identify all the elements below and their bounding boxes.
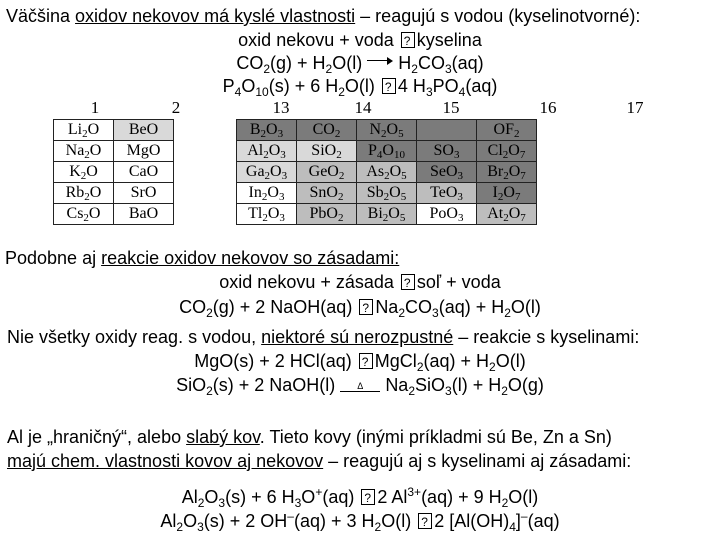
formula-part: Al [247, 141, 264, 159]
oxide-cell [237, 183, 297, 204]
oxide-cell [417, 204, 477, 225]
oxide-cell [357, 162, 417, 183]
group-label: 1 [90, 98, 100, 117]
group-label: 2 [171, 98, 181, 117]
table-row [237, 141, 537, 162]
oxide-cell [297, 120, 357, 141]
formula-part: O [87, 120, 100, 138]
formula-part: O [268, 141, 281, 159]
formula-part: O [388, 204, 400, 222]
acids-heading: Nie všetky oxidy reag. s vodou, niektoré sú nerozpustné – reakcie s kyselinami: [7, 327, 640, 347]
formula-part: Sb [366, 183, 384, 201]
formula-part: Bi [367, 204, 383, 222]
oxide-cell [477, 141, 537, 162]
formula-part: CaO [128, 162, 159, 180]
equation-co2-water: $CO_2(g) + H_2O(l)$ $H_2CO_3(aq)$ [236, 53, 484, 76]
oxide-cell [357, 141, 417, 162]
formula-subscript: 2 [337, 190, 344, 203]
formula-subscript: 2 [264, 169, 271, 182]
formula-subscript: 2 [263, 148, 269, 161]
formula-part: P [368, 141, 377, 159]
oxide-cell [114, 183, 174, 204]
formula-subscript: 10 [393, 148, 405, 161]
formula-part: Br [487, 162, 504, 180]
formula-subscript: 2 [384, 169, 390, 182]
formula-subscript: 2 [381, 127, 387, 140]
equilibrium-arrow-icon [367, 56, 393, 66]
group-number-row [53, 98, 680, 118]
formula-part: Rb [65, 183, 85, 201]
formula-part: O [89, 141, 102, 159]
table-row [54, 204, 174, 225]
formula-part: O [508, 204, 521, 222]
oxide-periodic-table [53, 98, 680, 234]
oxide-cell [237, 162, 297, 183]
formula-subscript: 3 [457, 169, 464, 182]
formula-part: B [249, 120, 261, 138]
oxide-cell [357, 120, 417, 141]
table-row [54, 120, 174, 141]
oxide-cell [237, 120, 297, 141]
equation-mgo-hcl: MgO(s) + 2 HCl(aq) ?MgCl$_2$(aq) + $H_2O(l)$ [0, 350, 720, 378]
formula-part: O [267, 204, 280, 222]
formula-subscript: 2 [382, 211, 389, 224]
formula-subscript: 3 [280, 148, 286, 161]
formula-part: O [508, 141, 520, 159]
formula-part: PoO [429, 204, 458, 222]
formula-subscript: 5 [399, 211, 406, 224]
formula-subscript: 3 [279, 211, 285, 224]
oxide-cell [54, 162, 114, 183]
formula-subscript: 7 [520, 169, 526, 182]
formula-subscript: 4 [376, 148, 383, 161]
group-label: 16 [539, 98, 557, 117]
oxide-cell [54, 141, 114, 162]
formula-subscript: 3 [457, 211, 464, 224]
formula-subscript: 2 [503, 211, 509, 224]
table-row [237, 162, 537, 183]
formula-subscript: 2 [338, 169, 345, 182]
table-row [237, 120, 537, 141]
missing-arrow-glyph-icon [382, 78, 396, 94]
oxide-cell [54, 204, 114, 225]
group-label: 13 [272, 98, 290, 117]
formula-part: Tl [248, 204, 263, 222]
missing-arrow-glyph-icon [361, 489, 375, 505]
formula-subscript: 2 [260, 127, 267, 140]
equation-al2o3-base: $Al_2O_3(s) + 2$ OH–(aq) + 3 $H_2O(l)$ ?2 $[Al(OH)_4]^-(aq)$ [0, 505, 720, 538]
formula-subscript: 2 [261, 190, 268, 203]
oxide-cell [357, 204, 417, 225]
oxide-cell [297, 141, 357, 162]
oxide-cell [477, 162, 537, 183]
formula-part: SrO [130, 183, 157, 201]
formula-subscript: 5 [400, 190, 407, 203]
oxide-cell [54, 120, 114, 141]
oxide-cell [477, 204, 537, 225]
formula-part: MgO [126, 141, 161, 159]
oxide-cell [237, 141, 297, 162]
formula-part: O [266, 120, 278, 138]
formula-subscript: 7 [519, 148, 526, 161]
formula-part: O [267, 183, 279, 201]
oxide-cell [417, 141, 477, 162]
missing-arrow-glyph-icon [401, 32, 415, 48]
formula-subscript: 5 [401, 169, 407, 182]
amphoteric-line-2: majú chem. vlastnosti kovov aj nekovov – reagujú aj s kyselinami aj zásadami: [7, 451, 632, 471]
general-equation-water: oxid nekovu + voda ?kyselina [0, 29, 720, 51]
bases-heading: Podobne aj reakcie oxidov nekovov so zásadami: [5, 248, 400, 268]
general-equation-base: oxid nekovu + zásada ?soľ + voda [0, 271, 720, 293]
formula-part: SnO [309, 183, 338, 201]
equation-al2o3-acid: $Al_2O_3(s) + 6$ $H_3O^+(aq)$ ?2 $Al^{3+}(aq) + 9$ $H_2O(l)$ [0, 481, 720, 514]
equation-sio2-naoh: SiO$_2$(s) + 2 NaOH(l) Δ $Na_2SiO_3(l) + H_2O(g)$ [176, 375, 544, 398]
oxide-cell [114, 204, 174, 225]
formula-part: N [369, 120, 381, 138]
formula-subscript: 2 [80, 169, 87, 182]
formula-part: O [508, 162, 521, 180]
formula-subscript: 2 [262, 211, 268, 224]
formula-subscript: 3 [453, 148, 460, 161]
formula-subscript: 2 [84, 190, 90, 203]
formula-part: CO [312, 120, 335, 138]
oxide-cell [54, 183, 114, 204]
oxide-cell [477, 120, 537, 141]
formula-subscript: 2 [497, 190, 504, 203]
formula-part: SeO [429, 162, 458, 180]
formula-part: Na [65, 141, 85, 159]
table-row [237, 204, 537, 225]
formula-part: Ga [245, 162, 265, 180]
equation-p4o10-water: $P_4O_{10}(s) + 6$ $H_2O(l)$ ?4 $H_3PO_4(aq)$ [0, 75, 720, 103]
metal-oxide-table [53, 119, 174, 225]
oxide-cell [114, 162, 174, 183]
formula-part: OF [493, 120, 514, 138]
formula-part: O [86, 162, 98, 180]
group-label: 14 [354, 98, 372, 117]
oxide-cell [114, 141, 174, 162]
missing-arrow-glyph-icon [359, 299, 373, 315]
formula-part: O [382, 141, 394, 159]
formula-part: O [386, 120, 399, 138]
table-row [54, 183, 174, 204]
formula-subscript: 2 [503, 169, 509, 182]
formula-subscript: 3 [278, 190, 285, 203]
formula-part: O [88, 204, 101, 222]
table-row [237, 183, 537, 204]
reaction-arrow-icon: Δ [340, 382, 380, 392]
formula-subscript: 2 [84, 148, 90, 161]
formula-part: As [366, 162, 385, 180]
formula-part: O [503, 183, 515, 201]
table-row [54, 141, 174, 162]
equation-co2-naoh: $CO_2(g) + 2$ NaOH(aq) $?Na_2CO_3(aq) + H_2O(l)$ [0, 296, 720, 324]
formula-part: At [487, 204, 504, 222]
formula-subscript: 7 [514, 190, 521, 203]
formula-part: Cl [487, 141, 503, 159]
formula-part: TeO [430, 183, 458, 201]
oxide-cell [417, 183, 477, 204]
formula-subscript: 5 [398, 127, 404, 140]
formula-part: In [248, 183, 262, 201]
formula-part: K [69, 162, 81, 180]
group-label: 17 [626, 98, 644, 117]
formula-part: I [492, 183, 498, 201]
formula-part: Cs [66, 204, 84, 222]
formula-part: BeO [128, 120, 159, 138]
missing-arrow-glyph-icon [401, 274, 415, 290]
formula-subscript: 2 [83, 211, 89, 224]
missing-arrow-glyph-icon [359, 353, 373, 369]
formula-part: Li [67, 120, 83, 138]
oxide-cell [237, 204, 297, 225]
oxide-cell [297, 204, 357, 225]
missing-arrow-glyph-icon [418, 513, 432, 529]
formula-subscript: 2 [513, 127, 520, 140]
oxide-cell [114, 120, 174, 141]
formula-subscript: 3 [457, 190, 463, 203]
formula-subscript: 3 [281, 169, 288, 182]
formula-subscript: 2 [82, 127, 88, 140]
intro-heading: Väčšina oxidov nekovov má kyslé vlastnosti – reagujú s vodou (kyselinotvorné): [6, 6, 641, 26]
group-label: 15 [442, 98, 460, 117]
formula-part: SO [433, 141, 454, 159]
amphoteric-line-1: Al je „hraničný“, alebo slabý kov. Tieto kovy (inými príkladmi sú Be, Zn a Sn) [7, 427, 612, 447]
oxide-cell [417, 120, 477, 141]
formula-part: SiO [311, 141, 337, 159]
formula-subscript: 2 [502, 148, 509, 161]
formula-subscript: 2 [334, 127, 341, 140]
formula-subscript: 3 [277, 127, 284, 140]
table-row [54, 162, 174, 183]
formula-subscript: 2 [337, 211, 344, 224]
formula-part: PbO [309, 204, 338, 222]
formula-part: GeO [308, 162, 339, 180]
formula-part: O [270, 162, 282, 180]
formula-part: O [89, 183, 102, 201]
formula-part: BaO [128, 204, 159, 222]
oxide-cell [477, 183, 537, 204]
formula-subscript: 7 [520, 211, 526, 224]
oxide-cell [297, 162, 357, 183]
oxide-cell [417, 162, 477, 183]
oxide-cell [357, 183, 417, 204]
formula-part: O [389, 162, 402, 180]
formula-subscript: 2 [383, 190, 390, 203]
formula-part: O [389, 183, 401, 201]
nonmetal-oxide-table [236, 119, 537, 225]
oxide-cell [297, 183, 357, 204]
formula-subscript: 2 [336, 148, 342, 161]
